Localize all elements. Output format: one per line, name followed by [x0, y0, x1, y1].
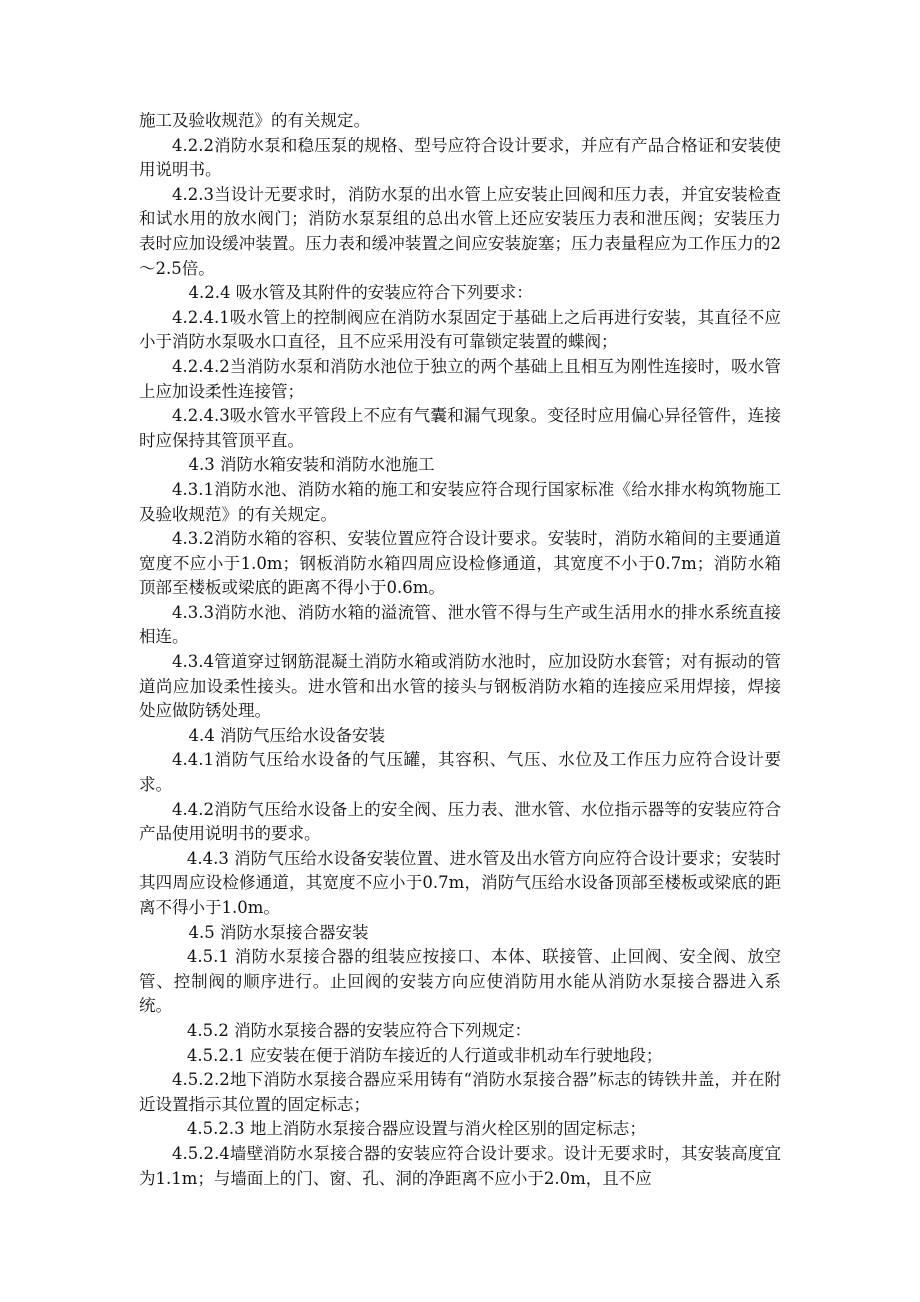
paragraph-4-5-2-1: 4.5.2.1 应安装在便于消防车接近的人行道或非机动车行驶地段； — [186, 1045, 663, 1065]
paragraph-4-2-3: 4.2.3当设计无要求时，消防水泵的出水管上应安装止回阀和压力表，并宜安装检查和试水用的放水阀门；消防水泵泵组的总出水管上还应安装压力表和泄压阀；安装压力表时应加设缓冲装置。压力表和缓冲装置之间应安装旋塞；压力表量程应为工作压力的2～2.5倍。 — [139, 184, 781, 278]
paragraph-4-5-2: 4.5.2 消防水泵接合器的安装应符合下列规定： — [186, 1020, 532, 1040]
paragraph-4-4-3: 4.4.3 消防气压给水设备安装位置、进水管及出水管方向应符合设计要求；安装时其四周应设检修通道，其宽度不应小于0.7m，消防气压给水设备顶部至楼板或梁底的距离不得小于1.0m。 — [139, 848, 781, 917]
document-body — [139, 109, 781, 1191]
heading-4-2-4: 4.2.4 吸水管及其附件的安装应符合下列要求： — [188, 283, 533, 303]
paragraph-4-4-1: 4.4.1消防气压给水设备的气压罐，其容积、气压、水位及工作压力应符合设计要求。 — [139, 750, 781, 795]
section-heading-4-4: 4.4 消防气压给水设备安装 — [188, 725, 385, 745]
paragraph-4-5-2-4: 4.5.2.4墙壁消防水泵接合器的安装应符合设计要求。设计无要求时，其安装高度宜为1.1m；与墙面上的门、窗、孔、洞的净距离不应小于2.0m，且不应 — [139, 1143, 781, 1188]
paragraph-4-4-2: 4.4.2消防气压给水设备上的安全阀、压力表、泄水管、水位指示器等的安装应符合产品使用说明书的要求。 — [139, 799, 781, 844]
paragraph-4-5-2-3: 4.5.2.3 地上消防水泵接合器应设置与消火栓区别的固定标志； — [186, 1119, 646, 1139]
section-heading-4-5: 4.5 消防水泵接合器安装 — [188, 922, 369, 942]
paragraph-4-3-2: 4.3.2消防水箱的容积、安装位置应符合设计要求。安装时，消防水箱间的主要通道宽度不应小于1.0m；钢板消防水箱四周应设检修通道，其宽度不小于0.7m；消防水箱顶部至楼板或梁底的距离不得小于0.6m。 — [139, 529, 781, 598]
paragraph-4-3-3: 4.3.3消防水池、消防水箱的溢流管、泄水管不得与生产或生活用水的排水系统直接相连。 — [139, 602, 781, 647]
paragraph-continuation: 施工及验收规范》的有关规定。 — [139, 111, 370, 130]
paragraph-4-2-4-3: 4.2.4.3吸水管水平管段上不应有气囊和漏气现象。变径时应用偏心异径管件，连接时应保持其管顶平直。 — [139, 406, 781, 450]
paragraph-4-2-4-1: 4.2.4.1吸水管上的控制阀应在消防水泵固定于基础上之后再进行安装，其直径不应小于消防水泵吸水口直径，且不应采用没有可靠锁定装置的蝶阀； — [139, 307, 781, 352]
paragraph-4-5-2-2: 4.5.2.2地下消防水泵接合器应采用铸有“消防水泵接合器”标志的铸铁井盖，并在附近设置指示其位置的固定标志； — [139, 1070, 781, 1114]
paragraph-4-5-1: 4.5.1 消防水泵接合器的组装应按接口、本体、联接管、止回阀、安全阀、放空管、控制阀的顺序进行。止回阀的安装方向应使消防用水能从消防水泵接合器进入系统。 — [139, 947, 781, 1016]
paragraph-4-3-1: 4.3.1消防水池、消防水箱的施工和安装应符合现行国家标准《给水排水构筑物施工及验收规范》的有关规定。 — [139, 479, 781, 524]
paragraph-4-2-2: 4.2.2消防水泵和稳压泵的规格、型号应符合设计要求，并应有产品合格证和安装使用说明书。 — [139, 135, 781, 180]
paragraph-4-2-4-2: 4.2.4.2当消防水泵和消防水池位于独立的两个基础上且相互为刚性连接时，吸水管上应加设柔性连接管； — [139, 356, 781, 401]
paragraph-4-3-4: 4.3.4管道穿过钢筋混凝土消防水箱或消防水池时，应加设防水套管；对有振动的管道尚应加设柔性接头。进水管和出水管的接头与钢板消防水箱的连接应采用焊接，焊接处应做防锈处理。 — [139, 652, 781, 721]
section-heading-4-3: 4.3 消防水箱安装和消防水池施工 — [188, 455, 435, 475]
